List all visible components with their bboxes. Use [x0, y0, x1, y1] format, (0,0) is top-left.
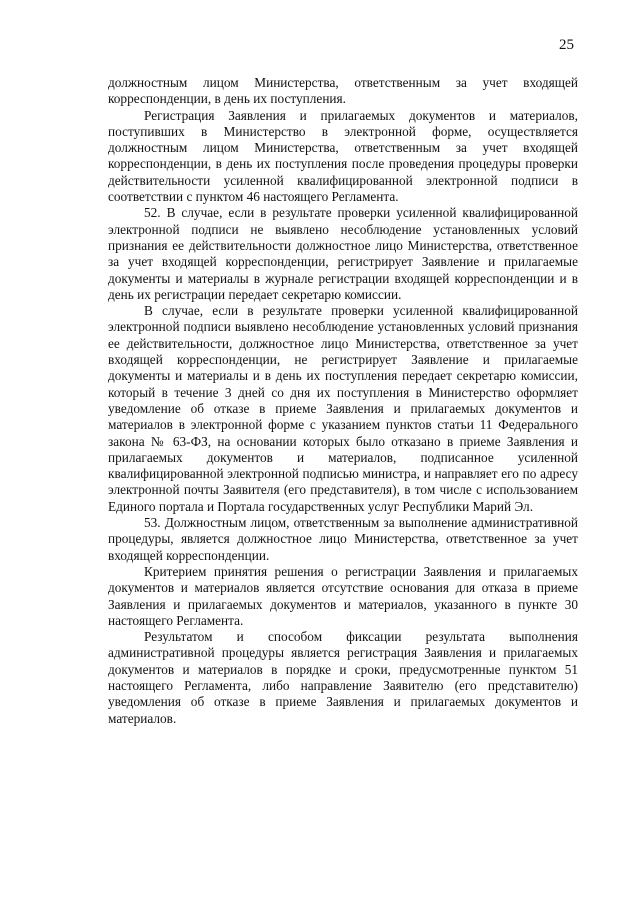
page-number: 25	[559, 37, 574, 53]
paragraph-registration-electronic: Регистрация Заявления и прилагаемых документов и материалов, поступивших в Министерство в электронной форме, осуществляется должностным лицом Министерства, ответственным за учет входящей корреспонденции, в день их поступления после проведения процедуры проверки действительности усиленной квалифицированной электронной подписи в соответствии с пунктом 46 настоящего Регламента.	[108, 107, 578, 205]
paragraph-decision-criterion: Критерием принятия решения о регистрации Заявления и прилагаемых документов и материалов является отсутствие основания для отказа в приеме Заявления и прилагаемых документов и материалов, указанного в пункте 30 настоящего Регламента.	[108, 563, 578, 628]
paragraph-item-52: 52. В случае, если в результате проверки усиленной квалифицированной электронной подписи не выявлено несоблюдение установленных условий признания ее действительности должностное лицо Министерства, ответственное за учет входящей корреспонденции, регистрирует Заявление и прилагаемые документы и материалы в журнале регистрации входящей корреспонденции и в день их регистрации передает секретарю комиссии.	[108, 205, 578, 302]
document-body	[108, 75, 578, 727]
paragraph-result: Результатом и способом фиксации результата выполнения административной процедуры является регистрация Заявления и прилагаемых документов и материалов в порядке и сроки, предусмотренные пунктом 51 настоящего Регламента, либо направление Заявителю (его представителю) уведомления об отказе в приеме Заявления и прилагаемых документов и материалов.	[108, 629, 578, 726]
paragraph-signature-invalid: В случае, если в результате проверки усиленной квалифицированной электронной подписи выявлено несоблюдение установленных условий признания ее действительности, должностное лицо Министерства, ответственное за учет входящей корреспонденции, не регистрирует Заявление и прилагаемые документы и материалы и в день их поступления передает секретарю комиссии, который в течение 3 дней со дня их поступления в Министерство оформляет уведомление об отказе в приеме Заявления и прилагаемых документов и материалов в электронной форме с указанием пунктов статьи 11 Федерального закона № 63-ФЗ, на основании которых было отказано в приеме Заявления и прилагаемых документов и материалов, подписанное усиленной квалифицированной электронной подписью министра, и направляет его по адресу электронной почты Заявителя (его представителя), в том числе с использованием Единого портала и Портала государственных услуг Республики Марий Эл.	[108, 303, 578, 514]
paragraph-continuation: должностным лицом Министерства, ответственным за учет входящей корреспонденции, в день их поступления.	[108, 75, 578, 107]
paragraph-item-53: 53. Должностным лицом, ответственным за выполнение административной процедуры, является должностное лицо Министерства, ответственное за учет входящей корреспонденции.	[108, 515, 578, 563]
